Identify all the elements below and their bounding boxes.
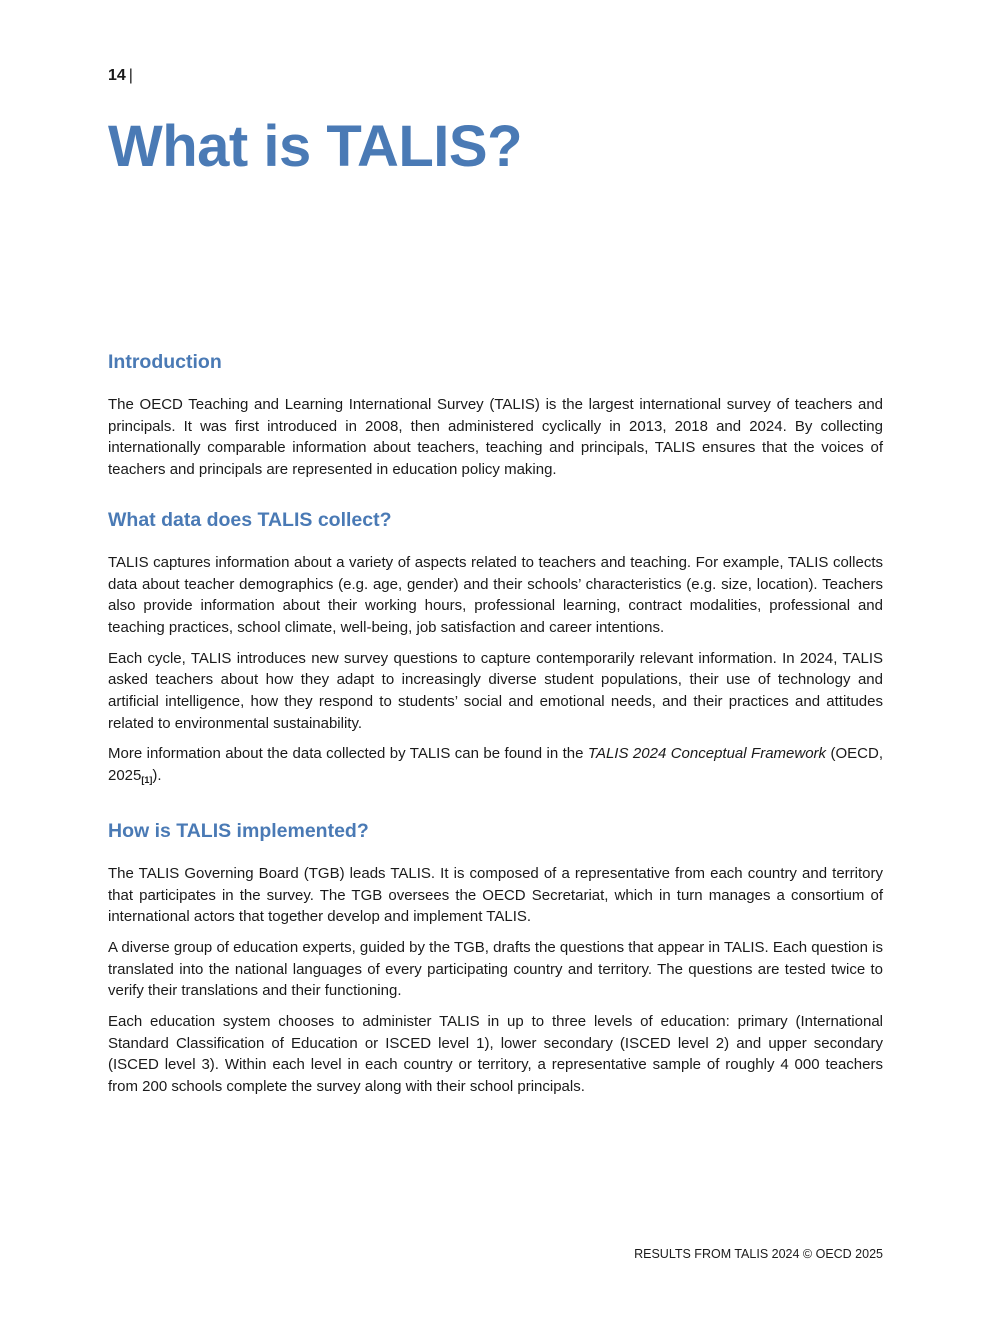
page-number-value: 14 [108, 67, 126, 84]
data-collected-paragraph-1: TALIS captures information about a variety of aspects related to teachers and teaching. For example, TALIS collects data about teacher demographics (e.g. age, gender) and their schools’ characteristics (e.g. size, location). Teachers also provide information about their working hours, professional learning, contract modalities, professional and teaching practices, school climate, well-being, job satisfaction and career intentions. [108, 553, 883, 636]
section-heading-introduction: Introduction [108, 351, 222, 373]
section-heading-implementation: How is TALIS implemented? [108, 819, 369, 842]
page-number-separator: | [128, 67, 133, 84]
section-data-collected [108, 506, 883, 792]
data-collected-paragraph-3 [108, 743, 883, 791]
implementation-paragraph-1: The TALIS Governing Board (TGB) leads TALIS. It is composed of a representative from each country and territory that participates in the survey. The TGB oversees the OECD Secretariat, which in turn manages a consortium of international actors that together develop and implement TALIS. [108, 864, 883, 926]
implementation-paragraph-3: Each education system chooses to administer TALIS in up to three levels of education: primary (International Standard Classification of Education or ISCED level 1), lower secondary (ISCED level 2) and upper secondary (ISCED level 3). Within each level in each country or territory, a representative sample of roughly 4 000 teachers from 200 schools complete the survey along with their school principals. [108, 1013, 883, 1096]
data-collected-paragraph-2: Each cycle, TALIS introduces new survey questions to capture contemporarily relevant information. In 2024, TALIS asked teachers about how they adapt to increasingly diverse student populations, their use of technology and artificial intelligence, how they respond to students’ social and emotional needs, and their practices and attitudes related to environmental sustainability. [108, 649, 883, 732]
framework-title-link[interactable]: TALIS 2024 Conceptual Framework [587, 745, 827, 763]
introduction-paragraph-1: The OECD Teaching and Learning International Survey (TALIS) is the largest international survey of teachers and principals. It was first introduced in 2008, then administered cyclically in 2013, 2018 and 2024. By collecting internationally comparable information about teachers, teaching and principals, TALIS ensures that the voices of teachers and principals are represented in education policy making. [108, 396, 883, 479]
implementation-paragraph-2: A diverse group of education experts, guided by the TGB, drafts the questions that appear in TALIS. Each question is translated into the national languages of every participating country and territory. The questions are tested twice to verify their translations and their functioning. [108, 938, 883, 1000]
page-body [108, 348, 883, 1098]
section-heading-data-collected: What data does TALIS collect? [108, 508, 392, 531]
section-implementation [108, 817, 883, 1098]
section-introduction [108, 348, 883, 481]
page-footer: RESULTS FROM TALIS 2024 © OECD 2025 [634, 1247, 883, 1261]
citation-close: ). [152, 767, 162, 785]
chapter-title: What is TALIS? [108, 114, 523, 179]
paragraph-text: More information about the data collected by TALIS can be found in the [108, 745, 588, 763]
reference-marker-link[interactable]: [1] [141, 775, 153, 786]
page-number [108, 66, 133, 86]
citation-text: (OECD, 2025 [108, 745, 883, 785]
